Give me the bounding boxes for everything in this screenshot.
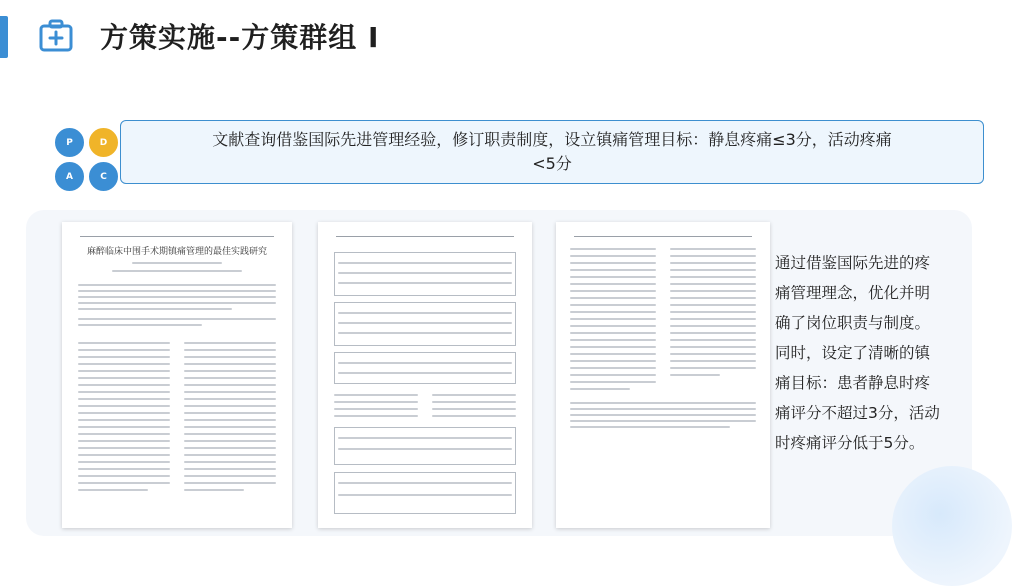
pdca-cycle-icon: [55, 128, 121, 194]
callout-box: [120, 120, 984, 184]
callout-text: 文献查询借鉴国际先进管理经验，修订职责制度，设立镇痛管理目标：静息疼痛≤3分，活动疼痛<5分: [212, 130, 892, 173]
pdca-p: P: [55, 128, 84, 157]
document-page-3: [556, 222, 770, 528]
summary-text: 通过借鉴国际先进的疼痛管理理念，优化并明确了岗位职责与制度。同时，设定了清晰的镇痛目标：患者静息时疼痛评分不超过3分，活动时疼痛评分低于5分。: [775, 254, 940, 452]
document-title: 麻醉临床中围手术期镇痛管理的最佳实践研究: [86, 247, 267, 257]
document-page-2: [318, 222, 532, 528]
document-page-1: [62, 222, 292, 528]
pdca-c: C: [89, 162, 118, 191]
pdca-d: D: [89, 128, 118, 157]
accent-bar: [0, 16, 8, 58]
medical-kit-icon: [38, 18, 74, 54]
decorative-circle: [892, 466, 1012, 586]
pdca-a: A: [55, 162, 84, 191]
page-title: 方策实施--方策群组 I: [100, 21, 380, 54]
